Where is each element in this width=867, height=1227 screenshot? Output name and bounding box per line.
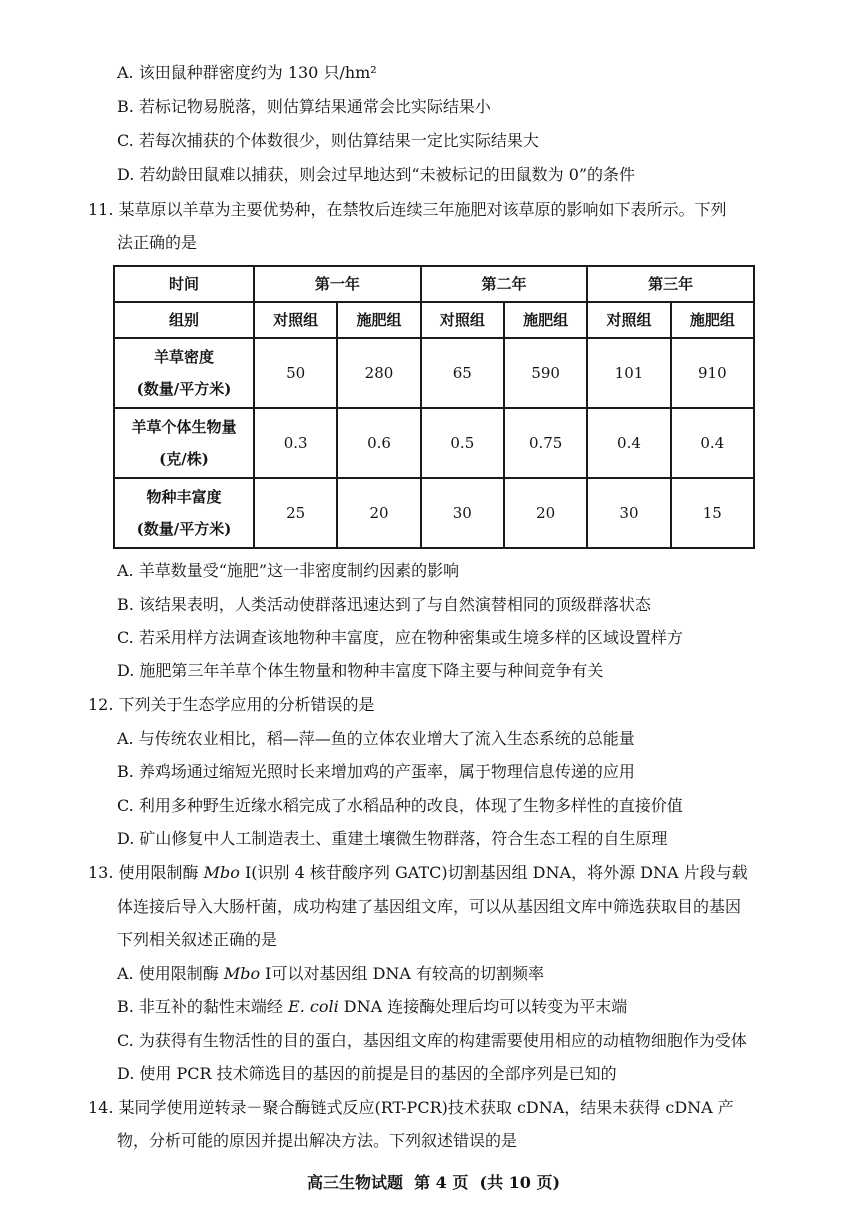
q11-stem-line1: 11. 某草原以羊草为主要优势种，在禁牧后连续三年施肥对该草原的影响如下表所示。下列 (88, 200, 727, 219)
table-header-year-3: 第三年 (587, 266, 754, 302)
table-row (114, 338, 754, 408)
row-label-unit: (数量/平方米) (136, 380, 232, 398)
table-header-year-1: 第一年 (254, 266, 421, 302)
table-row (114, 408, 754, 478)
table-cell: 30 (421, 478, 504, 548)
q13-option-a (117, 963, 544, 985)
table-row-label (114, 478, 254, 548)
table-group-cell: 施肥组 (671, 302, 754, 338)
q13-stem-part: 13. 使用限制酶 (88, 863, 204, 882)
q10-option-c: C. 若每次捕获的个体数很少，则估算结果一定比实际结果大 (117, 131, 539, 150)
table-cell: 65 (421, 338, 504, 408)
q10-option-d: D. 若幼龄田鼠难以捕获，则会过早地达到“未被标记的田鼠数为 0”的条件 (117, 165, 636, 184)
table-cell: 0.6 (337, 408, 420, 478)
table-row-label (114, 408, 254, 478)
table-cell: 20 (504, 478, 587, 548)
q14-stem-line1: 14. 某同学使用逆转录－聚合酶链式反应(RT-PCR)技术获取 cDNA，结果未获得 cDNA 产 (88, 1098, 734, 1117)
ecoli-name: E. coli (288, 997, 339, 1016)
table-group-cell: 对照组 (587, 302, 670, 338)
row-label-main: 羊草密度 (153, 348, 214, 366)
q13-option-d: D. 使用 PCR 技术筛选目的基因的前提是目的基因的全部序列是已知的 (117, 1064, 617, 1083)
q13-option-b-part: B. 非互补的黏性末端经 (117, 997, 289, 1016)
table-cell: 25 (254, 478, 337, 548)
q12-option-b: B. 养鸡场通过缩短光照时长来增加鸡的产蛋率，属于物理信息传递的应用 (117, 762, 635, 781)
table-header-time: 时间 (114, 266, 254, 302)
enzyme-name: Mbo (223, 964, 261, 983)
table-cell: 0.5 (421, 408, 504, 478)
table-cell: 50 (254, 338, 337, 408)
row-label-main: 羊草个体生物量 (131, 418, 237, 436)
table-group-cell: 对照组 (421, 302, 504, 338)
table-cell: 590 (504, 338, 587, 408)
row-label-main: 物种丰富度 (146, 488, 222, 506)
q13-option-c: C. 为获得有生物活性的目的蛋白，基因组文库的构建需要使用相应的动植物细胞作为受体 (117, 1031, 747, 1050)
table-row-years (114, 266, 754, 302)
q13-option-b (117, 996, 627, 1018)
q12-option-c: C. 利用多种野生近缘水稻完成了水稻品种的改良，体现了生物多样性的直接价值 (117, 796, 683, 815)
table-cell: 0.4 (671, 408, 754, 478)
q13-option-b-part: DNA 连接酶处理后均可以转变为平末端 (338, 997, 628, 1016)
enzyme-name: Mbo (203, 863, 240, 882)
q10-option-a: A. 该田鼠种群密度约为 130 只/hm² (117, 63, 377, 82)
table-group-cell: 施肥组 (337, 302, 420, 338)
table-row-label (114, 338, 254, 408)
q13-option-a-part: Ⅰ可以对基因组 DNA 有较高的切割频率 (260, 964, 545, 983)
q12-option-a: A. 与传统农业相比，稻—萍—鱼的立体农业增大了流入生态系统的总能量 (117, 729, 635, 748)
q12-option-d: D. 矿山修复中人工制造表土、重建土壤微生物群落，符合生态工程的自生原理 (117, 829, 668, 848)
q13-stem-line2: 体连接后导入大肠杆菌，成功构建了基因组文库，可以从基因组文库中筛选获取目的基因 (117, 897, 742, 916)
table-cell: 0.75 (504, 408, 587, 478)
table-cell: 30 (587, 478, 670, 548)
table-header-group: 组别 (114, 302, 254, 338)
table-row (114, 478, 754, 548)
table-cell: 20 (337, 478, 420, 548)
q13-stem-part: Ⅰ(识别 4 核苷酸序列 GATC)切割基因组 DNA，将外源 DNA 片段与载 (239, 863, 748, 882)
table-cell: 101 (587, 338, 670, 408)
table-cell: 280 (337, 338, 420, 408)
table-header-year-2: 第二年 (421, 266, 588, 302)
table-cell: 0.3 (254, 408, 337, 478)
q10-option-b: B. 若标记物易脱落，则估算结果通常会比实际结果小 (117, 97, 491, 116)
q12-stem: 12. 下列关于生态学应用的分析错误的是 (88, 695, 375, 714)
table-cell: 0.4 (587, 408, 670, 478)
q13-stem-line1 (88, 862, 748, 884)
page-footer: 高三生物试题 第 4 页 (共 10 页) (306, 1173, 561, 1192)
q11-stem-line2: 法正确的是 (117, 233, 198, 252)
table-group-cell: 对照组 (254, 302, 337, 338)
row-label-unit: (克/株) (159, 450, 209, 468)
q11-data-table (113, 265, 755, 549)
row-label-unit: (数量/平方米) (136, 520, 232, 538)
q11-option-c: C. 若采用样方法调查该地物种丰富度，应在物种密集或生境多样的区域设置样方 (117, 628, 683, 647)
q14-stem-line2: 物，分析可能的原因并提出解决方法。下列叙述错误的是 (117, 1131, 518, 1150)
q11-option-d: D. 施肥第三年羊草个体生物量和物种丰富度下降主要与种间竞争有关 (117, 661, 604, 680)
table-cell: 910 (671, 338, 754, 408)
q11-option-a: A. 羊草数量受“施肥”这一非密度制约因素的影响 (117, 561, 460, 580)
table-group-cell: 施肥组 (504, 302, 587, 338)
table-row-groups (114, 302, 754, 338)
table-cell: 15 (671, 478, 754, 548)
q13-option-a-part: A. 使用限制酶 (117, 964, 224, 983)
q11-option-b: B. 该结果表明，人类活动使群落迅速达到了与自然演替相同的顶级群落状态 (117, 595, 651, 614)
q13-stem-line3: 下列相关叙述正确的是 (117, 930, 278, 949)
